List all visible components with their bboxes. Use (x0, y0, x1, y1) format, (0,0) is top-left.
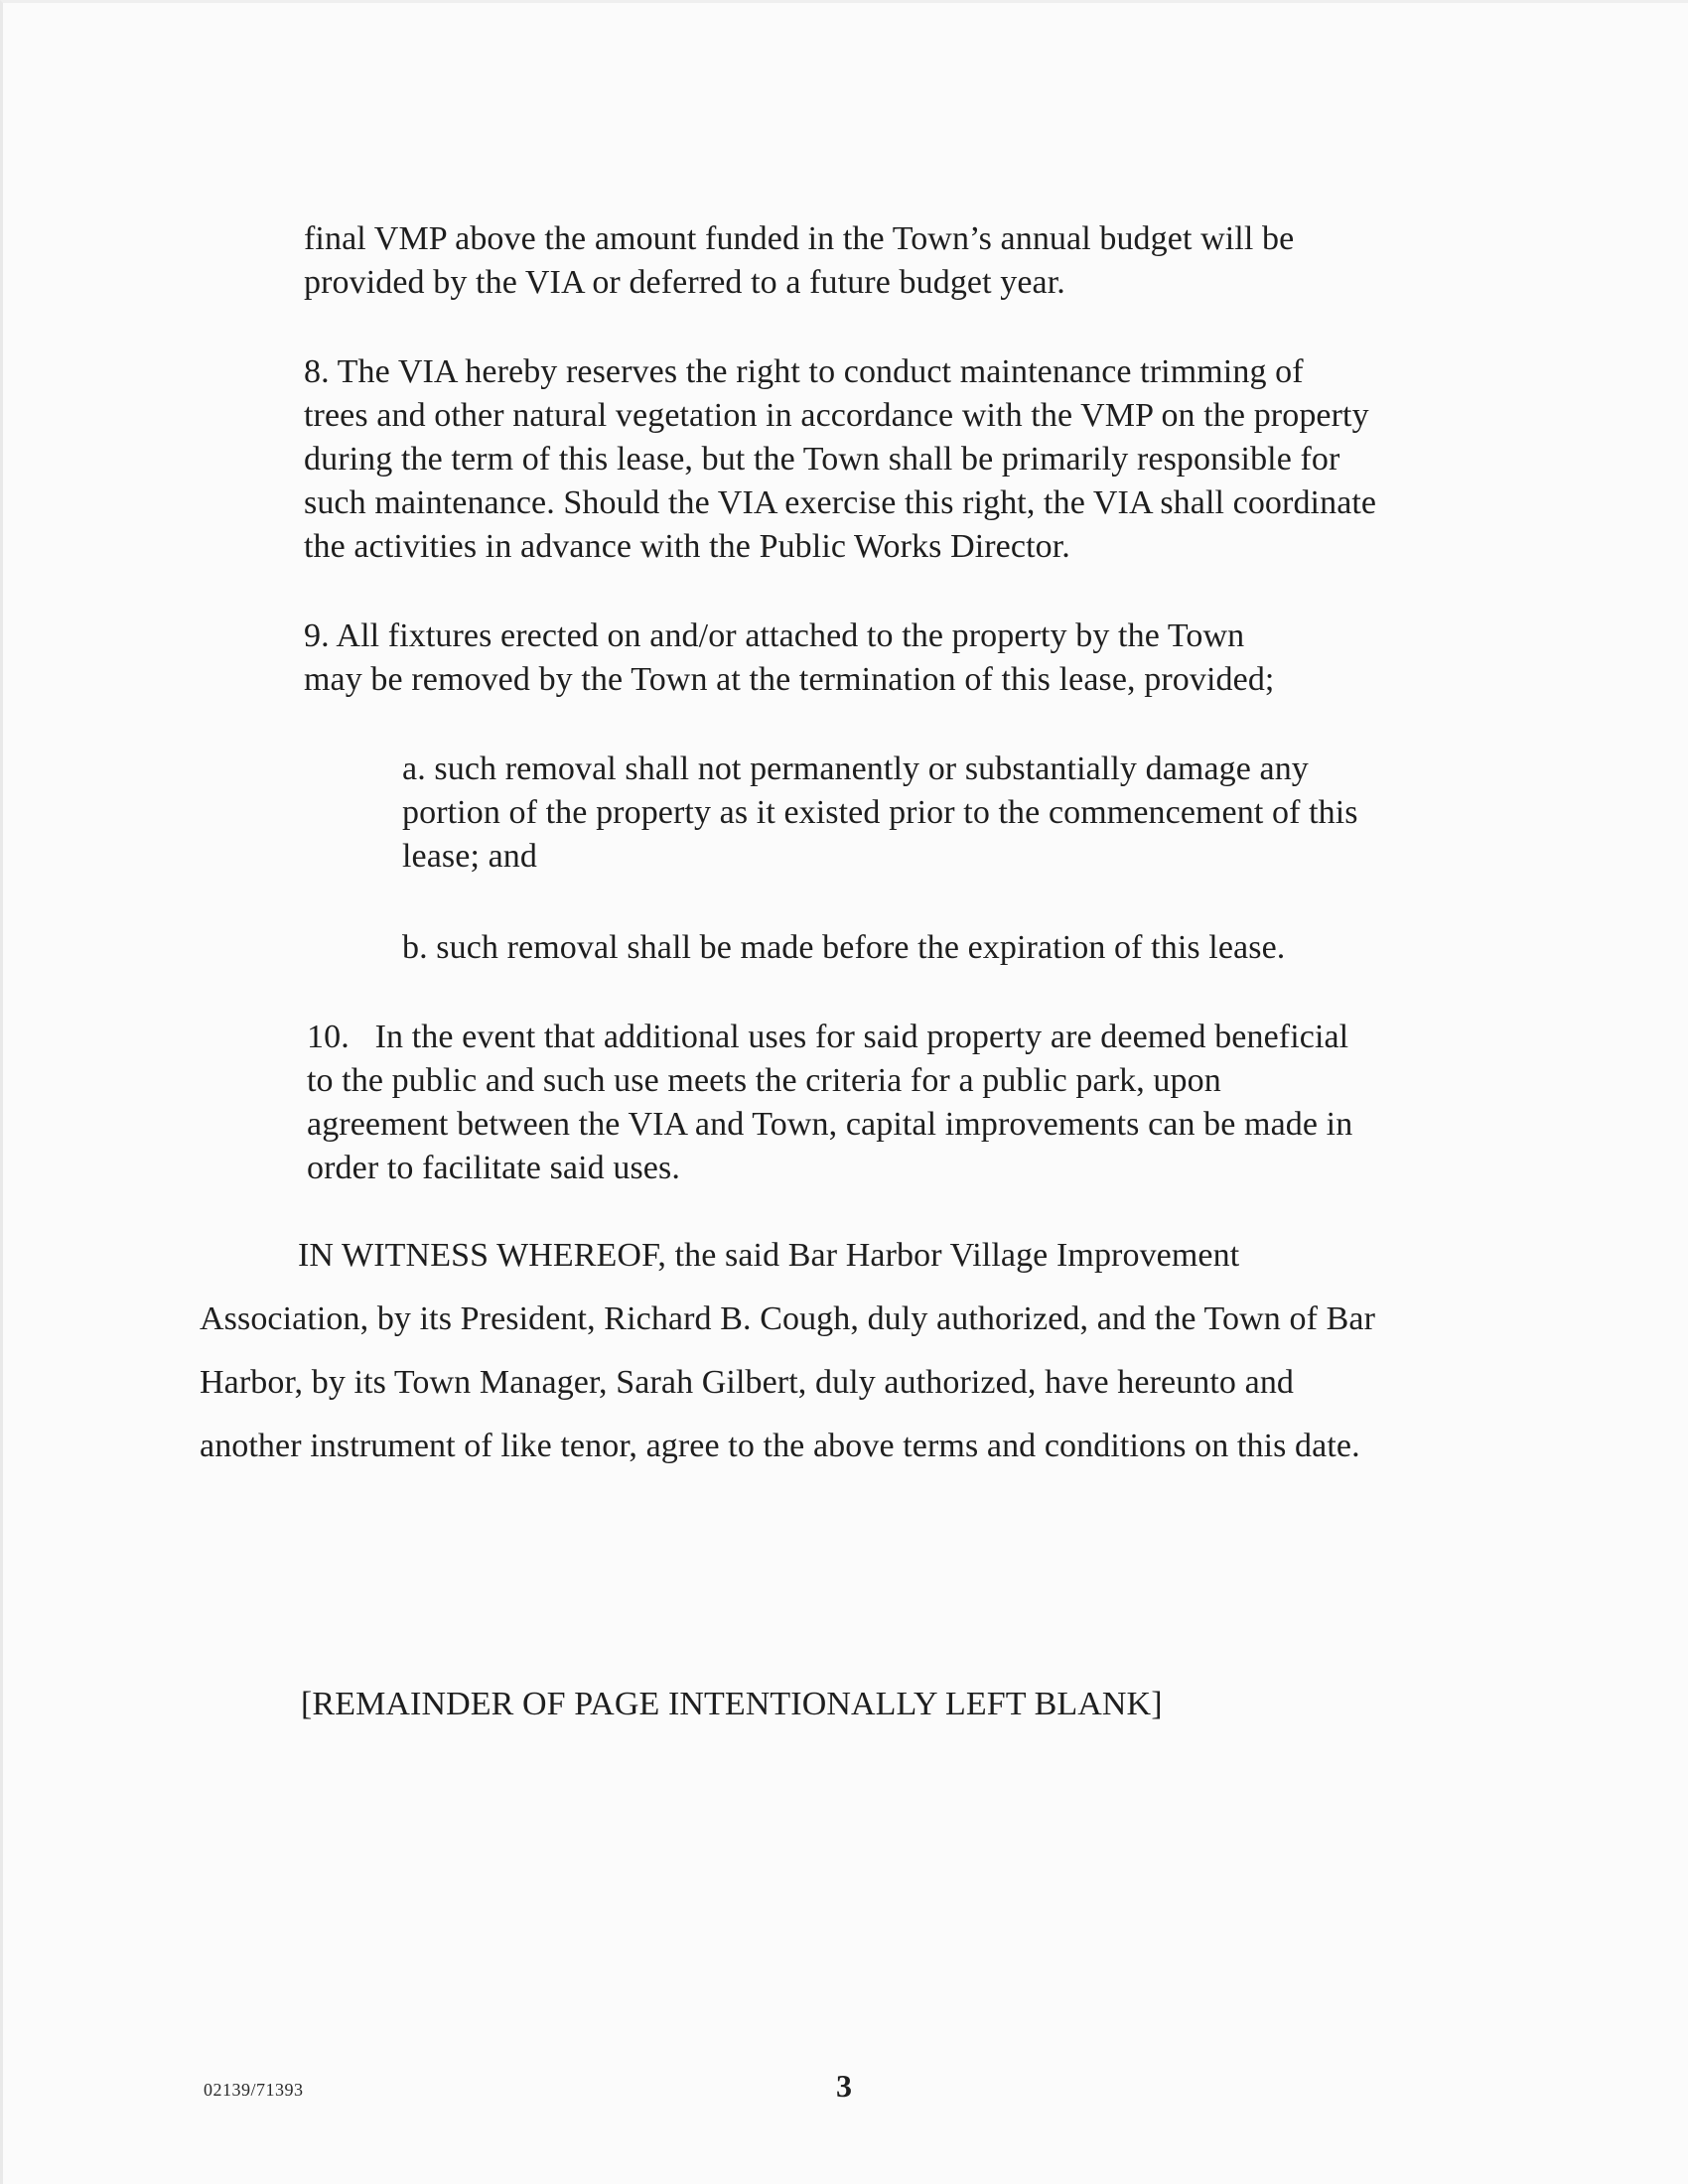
item-9-paragraph (304, 614, 1274, 702)
item-8-paragraph (304, 350, 1376, 569)
text-line: may be removed by the Town at the termination of this lease, provided; (304, 661, 1275, 698)
text-line: such maintenance. Should the VIA exercise this right, the VIA shall coordinate (304, 484, 1377, 521)
text-line: IN WITNESS WHEREOF, the said Bar Harbor Village Improvement (298, 1237, 1240, 1274)
text-line: order to facilitate said uses. (307, 1150, 680, 1186)
item-9b-paragraph (402, 926, 1285, 970)
text-line: another instrument of like tenor, agree to the above terms and conditions on this date. (200, 1428, 1360, 1464)
text-line: to the public and such use meets the criteria for a public park, upon (307, 1062, 1221, 1099)
text-line: a. such removal shall not permanently or substantially damage any (402, 751, 1309, 787)
item-9a-paragraph (402, 748, 1358, 879)
text-line: Association, by its President, Richard B. Cough, duly authorized, and the Town of Bar (200, 1300, 1375, 1337)
text-line: lease; and (402, 838, 537, 875)
text-line: 10. In the event that additional uses for said property are deemed beneficial (307, 1019, 1349, 1055)
text-line: agreement between the VIA and Town, capital improvements can be made in (307, 1106, 1353, 1143)
page-number: 3 (836, 2068, 852, 2104)
text-line: 8. The VIA hereby reserves the right to conduct maintenance trimming of (304, 353, 1304, 390)
text-line: the activities in advance with the Public Works Director. (304, 528, 1070, 565)
item-10-paragraph (307, 1016, 1352, 1190)
text-line: b. such removal shall be made before the expiration of this lease. (402, 929, 1286, 966)
text-line: Harbor, by its Town Manager, Sarah Gilbert, duly authorized, have hereunto and (200, 1364, 1295, 1401)
text-line: provided by the VIA or deferred to a future budget year. (304, 264, 1065, 301)
blank-page-notice (301, 1683, 1163, 1726)
witness-paragraph (200, 1224, 1375, 1478)
text-line: [REMAINDER OF PAGE INTENTIONALLY LEFT BLANK] (301, 1686, 1163, 1722)
continuation-paragraph (304, 217, 1294, 305)
text-line: final VMP above the amount funded in the Town’s annual budget will be (304, 220, 1295, 257)
document-id: 02139/71393 (204, 2080, 304, 2100)
text-line: portion of the property as it existed prior to the commencement of this (402, 794, 1358, 831)
text-line: during the term of this lease, but the Town shall be primarily responsible for (304, 441, 1340, 478)
text-line: 9. All fixtures erected on and/or attached to the property by the Town (304, 617, 1245, 654)
text-line: trees and other natural vegetation in accordance with the VMP on the property (304, 397, 1369, 434)
